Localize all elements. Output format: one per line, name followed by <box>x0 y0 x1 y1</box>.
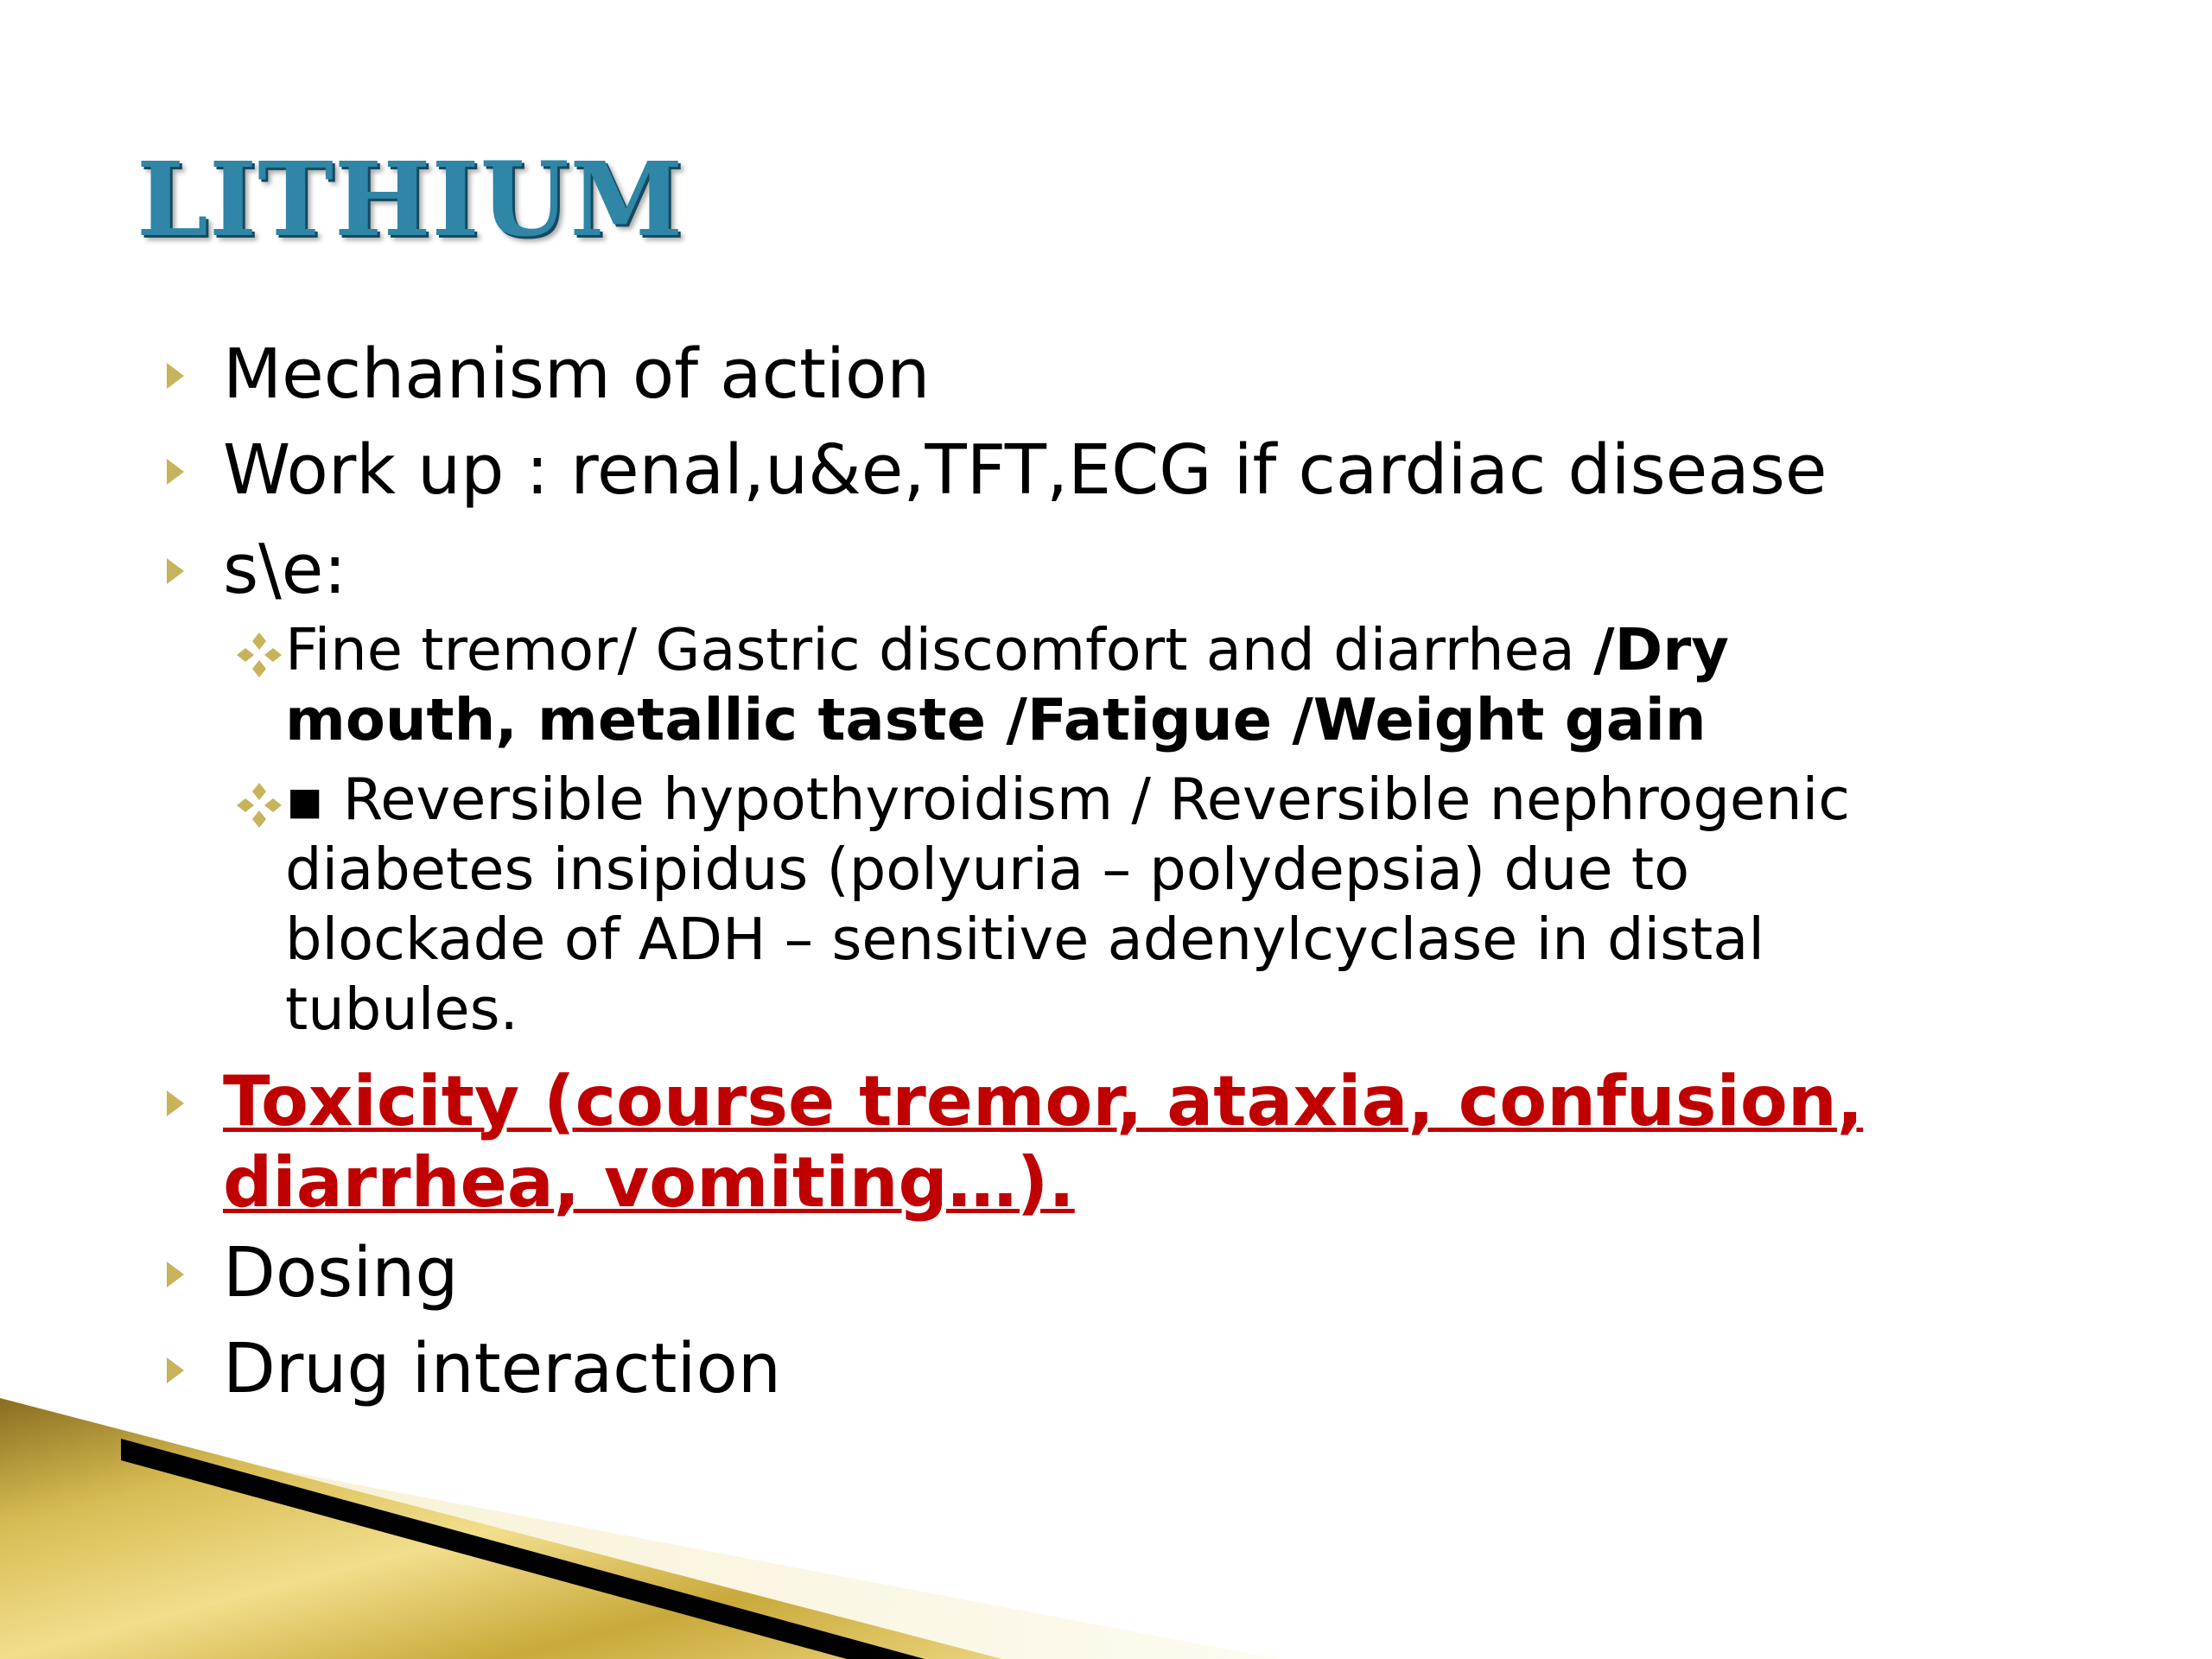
slide-title: LITHIUM <box>137 139 684 259</box>
sub-bullet-bold-text: /Dry <box>1593 616 1729 683</box>
sub-bullet-side-effects-line2: mouth, metallic taste /Fatigue /Weight gain <box>285 686 1707 753</box>
sub-bullet-renal-line3: blockade of ADH – sensitive adenylcyclase in distal <box>285 906 1764 973</box>
sub-bullet-renal-line2: diabetes insipidus (polyuria – polydepsia) due to <box>285 836 1690 903</box>
bullet-workup: Work up : renal,u&e,TFT,ECG if cardiac disease <box>223 430 1827 510</box>
bullet-drug-interaction: Drug interaction <box>223 1329 781 1408</box>
bullet-toxicity-line1: Toxicity (course tremor, ataxia, confusion, <box>223 1061 1864 1141</box>
bullet-toxicity-line2: diarrhea, vomiting…). <box>223 1142 1075 1223</box>
bullet-side-effects: s\e: <box>223 530 346 609</box>
bullet-mechanism: Mechanism of action <box>223 334 931 414</box>
sub-bullet-renal-line1: ▪ Reversible hypothyroidism / Reversible nephrogenic <box>285 766 1851 833</box>
sub-bullet-renal-line4: tubules. <box>285 976 518 1043</box>
sub-bullet-plain-text: Fine tremor/ Gastric discomfort and diarrhea <box>285 616 1594 683</box>
bullet-dosing: Dosing <box>223 1233 459 1313</box>
